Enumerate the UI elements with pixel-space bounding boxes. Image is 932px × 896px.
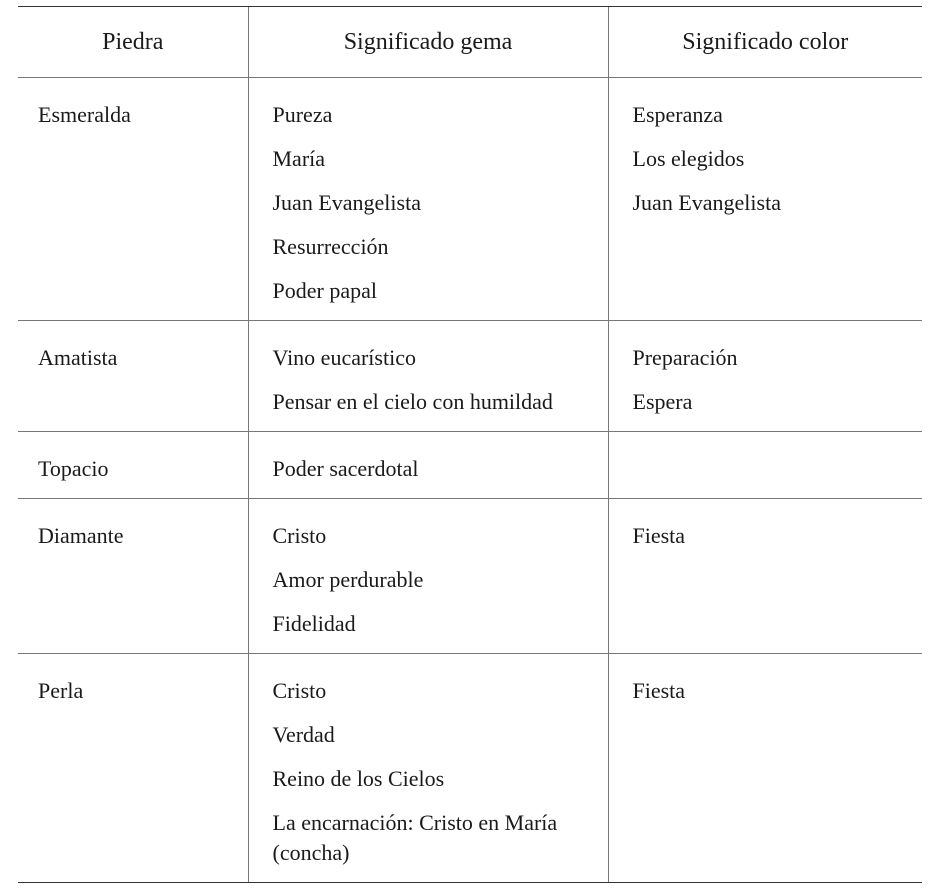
color-meaning-cell (608, 654, 922, 883)
table-row (18, 499, 922, 654)
color-meaning-list (633, 676, 923, 720)
gem-meaning-item: Fidelidad (272, 611, 356, 636)
stone-name: Diamante (38, 523, 124, 548)
color-meaning-item: Fiesta (632, 523, 686, 548)
stone-name: Topacio (38, 456, 109, 481)
color-meaning-item: Esperanza (632, 102, 723, 127)
gem-meaning-item: La encarnación: Cristo en María (concha) (272, 810, 558, 865)
gem-meaning-list (273, 100, 608, 320)
gem-meaning-cell (248, 654, 608, 883)
gem-meaning-cell (248, 78, 608, 321)
color-meaning-item: Los elegidos (632, 146, 745, 171)
gem-meaning-cell (248, 499, 608, 654)
gem-meaning-item: María (272, 146, 326, 171)
gem-meaning-list (273, 343, 608, 431)
gem-meaning-item: Vino eucarístico (272, 345, 416, 370)
color-meaning-cell (608, 321, 922, 432)
gem-meaning-table-container (18, 6, 922, 883)
table-row (18, 78, 922, 321)
gem-meaning-list (273, 676, 608, 882)
stone-cell (18, 499, 248, 654)
gem-meaning-list (273, 454, 608, 498)
stone-cell (18, 321, 248, 432)
color-meaning-list (633, 100, 923, 232)
gem-meaning-item: Poder papal (272, 278, 377, 303)
gem-meaning-item: Pureza (272, 102, 333, 127)
table-row (18, 321, 922, 432)
gem-meaning-list (273, 521, 608, 653)
gem-meaning-item: Amor perdurable (272, 567, 424, 592)
gem-meaning-item: Poder sacerdotal (272, 456, 419, 481)
gem-meaning-item: Cristo (272, 678, 327, 703)
header-significado-color: Significado color (608, 7, 922, 78)
stone-name: Esmeralda (38, 102, 131, 127)
color-meaning-item: Preparación (632, 345, 738, 370)
table-row (18, 432, 922, 499)
gem-meaning-cell (248, 432, 608, 499)
gem-meaning-cell (248, 321, 608, 432)
color-meaning-item: Fiesta (632, 678, 686, 703)
table-body (18, 78, 922, 883)
stone-name: Amatista (38, 345, 118, 370)
gem-meaning-item: Juan Evangelista (272, 190, 421, 215)
header-piedra: Piedra (18, 7, 248, 78)
color-meaning-cell (608, 432, 922, 499)
color-meaning-cell (608, 499, 922, 654)
gem-meaning-item: Verdad (272, 722, 335, 747)
color-meaning-list (633, 343, 923, 431)
stone-name: Perla (38, 678, 84, 703)
gem-meaning-item: Resurrección (272, 234, 389, 259)
header-significado-gema: Significado gema (248, 7, 608, 78)
stone-cell (18, 432, 248, 499)
stone-cell (18, 78, 248, 321)
color-meaning-item: Espera (632, 389, 693, 414)
table-row (18, 654, 922, 883)
color-meaning-list (633, 454, 923, 468)
color-meaning-list (633, 521, 923, 565)
gem-meaning-item: Pensar en el cielo con humildad (272, 389, 553, 414)
header-row (18, 7, 922, 78)
gem-meaning-item: Cristo (272, 523, 327, 548)
gem-meaning-item: Reino de los Cielos (272, 766, 445, 791)
table-header (18, 7, 922, 78)
color-meaning-cell (608, 78, 922, 321)
color-meaning-item: Juan Evangelista (632, 190, 781, 215)
stone-cell (18, 654, 248, 883)
gem-meaning-table (18, 6, 922, 883)
